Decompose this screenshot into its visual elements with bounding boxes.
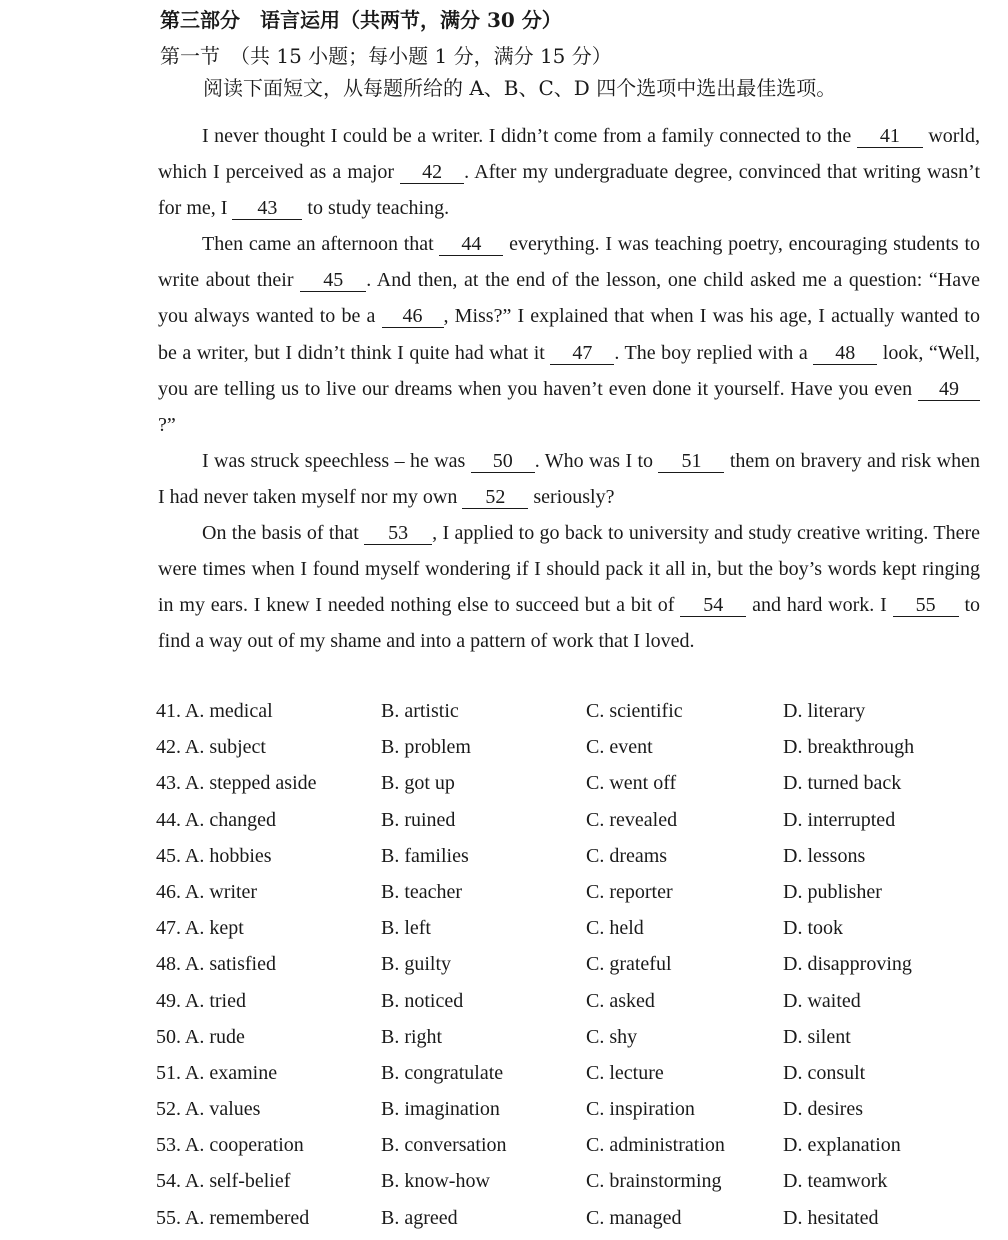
option-row-44 xyxy=(156,805,976,841)
option-b: B. know-how xyxy=(381,1170,490,1193)
option-row-47 xyxy=(156,913,976,949)
option-b: B. agreed xyxy=(381,1206,458,1229)
option-a: 41. A. medical xyxy=(156,700,273,722)
option-row-49 xyxy=(156,986,976,1022)
option-c: C. asked xyxy=(586,989,655,1012)
text-run: . And then, at the end of the lesson, one child asked me a question: “Have you always wanted to be a xyxy=(158,269,980,328)
cloze-passage xyxy=(158,118,980,659)
option-b: B. teacher xyxy=(381,880,463,903)
blank-48: 48 xyxy=(813,342,877,365)
text-run: them on bravery and risk when I had never taken myself nor my own xyxy=(158,449,980,508)
option-row-50 xyxy=(156,1022,976,1058)
option-row-48 xyxy=(156,949,976,985)
option-b: B. right xyxy=(381,1025,443,1048)
option-d: D. publisher xyxy=(783,880,882,903)
option-a: 51. A. examine xyxy=(156,1061,278,1084)
option-a: 55. A. remembered xyxy=(156,1206,310,1229)
option-d: D. desires xyxy=(783,1098,863,1121)
option-c: C. event xyxy=(586,736,653,759)
text-run: to study teaching. xyxy=(302,197,450,220)
text-run: seriously? xyxy=(528,485,615,508)
option-a: 52. A. values xyxy=(156,1098,261,1121)
blank-54: 54 xyxy=(680,594,746,617)
section-heading: 第一节 （共 15 小题；每小题 1 分，满分 15 分） xyxy=(160,44,612,68)
text-run: look, “Well, you are telling us to live our dreams when you haven’t even done it yourself. Have you even xyxy=(158,341,980,400)
option-row-41 xyxy=(156,696,976,732)
option-row-46 xyxy=(156,877,976,913)
option-d: D. turned back xyxy=(783,772,902,795)
option-b: B. imagination xyxy=(381,1098,500,1121)
option-row-55 xyxy=(156,1203,976,1239)
option-c: C. reporter xyxy=(586,880,673,903)
passage-paragraph-1 xyxy=(158,118,980,226)
option-c: C. administration xyxy=(586,1134,725,1157)
option-c: C. inspiration xyxy=(586,1098,695,1121)
option-a: 47. A. kept xyxy=(156,917,244,940)
option-c: C. managed xyxy=(586,1206,682,1229)
option-d: D. interrupted xyxy=(783,808,896,831)
option-row-43 xyxy=(156,768,976,804)
blank-50: 50 xyxy=(471,450,535,473)
option-b: B. artistic xyxy=(381,700,459,722)
option-d: D. hesitated xyxy=(783,1206,879,1229)
option-d: D. took xyxy=(783,917,843,940)
option-d: D. silent xyxy=(783,1025,851,1048)
option-b: B. got up xyxy=(381,772,455,795)
blank-44: 44 xyxy=(439,233,503,256)
option-c: C. brainstorming xyxy=(586,1170,722,1193)
option-c: C. held xyxy=(586,917,644,940)
text-run: everything. I was teaching poetry, encouraging students to write about their xyxy=(158,233,980,292)
option-a: 45. A. hobbies xyxy=(156,844,272,867)
text-run: to find a way out of my shame and into a pattern of work that I loved. xyxy=(158,594,980,653)
option-a: 42. A. subject xyxy=(156,736,266,759)
text-run: I never thought I could be a writer. I didn’t come from a family connected to the xyxy=(202,125,857,147)
blank-42: 42 xyxy=(400,161,464,184)
blank-52: 52 xyxy=(462,486,528,509)
option-b: B. ruined xyxy=(381,808,456,831)
option-c: C. revealed xyxy=(586,808,678,831)
option-row-54 xyxy=(156,1166,976,1202)
option-d: D. consult xyxy=(783,1061,866,1084)
option-b: B. left xyxy=(381,917,431,940)
option-row-51 xyxy=(156,1058,976,1094)
text-run: , Miss?” I explained that when I was his age, I actually wanted to be a writer, but I didn’t think I quite had what it xyxy=(158,305,980,364)
option-c: C. lecture xyxy=(586,1061,664,1084)
blank-43: 43 xyxy=(232,197,302,220)
option-a: 43. A. stepped aside xyxy=(156,772,317,795)
option-d: D. lessons xyxy=(783,844,866,867)
text-run: and hard work. I xyxy=(746,594,893,617)
option-d: D. waited xyxy=(783,989,861,1012)
text-run: , I applied to go back to university and study creative writing. There were times when I found myself wondering if I should pack it all in, but the boy’s words kept ringing in my ears. I knew I needed nothing else to succeed but a bit of xyxy=(158,522,980,617)
option-a: 53. A. cooperation xyxy=(156,1134,304,1157)
instruction-text: 阅读下面短文，从每题所给的 A、B、C、D 四个选项中选出最佳选项。 xyxy=(203,76,837,100)
option-b: B. conversation xyxy=(381,1134,507,1157)
option-a: 44. A. changed xyxy=(156,808,276,831)
passage-paragraph-2 xyxy=(158,226,980,443)
text-run: . Who was I to xyxy=(534,449,659,472)
option-row-45 xyxy=(156,841,976,877)
passage-paragraph-4 xyxy=(158,515,980,659)
option-row-53 xyxy=(156,1130,976,1166)
blank-46: 46 xyxy=(382,305,444,328)
text-run: I was struck speechless – he was xyxy=(202,449,471,472)
option-c: C. went off xyxy=(586,772,677,795)
option-c: C. scientific xyxy=(586,700,683,722)
blank-41: 41 xyxy=(857,125,923,148)
option-a: 49. A. tried xyxy=(156,989,246,1012)
option-b: B. problem xyxy=(381,736,471,759)
option-b: B. congratulate xyxy=(381,1061,504,1084)
option-c: C. grateful xyxy=(586,953,672,976)
option-a: 50. A. rude xyxy=(156,1025,245,1048)
option-d: D. disapproving xyxy=(783,953,912,976)
option-c: C. shy xyxy=(586,1025,638,1048)
option-a: 54. A. self-belief xyxy=(156,1170,291,1193)
option-row-42 xyxy=(156,732,976,768)
text-run: ?” xyxy=(158,413,176,436)
option-b: B. noticed xyxy=(381,989,464,1012)
option-b: B. families xyxy=(381,844,469,867)
part-heading: 第三部分 语言运用（共两节，满分 30 分） xyxy=(160,8,562,32)
option-a: 48. A. satisfied xyxy=(156,953,276,976)
option-c: C. dreams xyxy=(586,844,668,867)
text-run: Then came an afternoon that xyxy=(202,233,440,256)
blank-45: 45 xyxy=(300,269,366,292)
option-d: D. teamwork xyxy=(783,1170,888,1193)
blank-49: 49 xyxy=(918,378,980,401)
option-d: D. explanation xyxy=(783,1134,901,1157)
blank-53: 53 xyxy=(364,522,432,545)
blank-55: 55 xyxy=(893,594,959,617)
blank-47: 47 xyxy=(550,342,614,365)
option-b: B. guilty xyxy=(381,953,452,976)
options-list xyxy=(156,696,976,1239)
option-row-52 xyxy=(156,1094,976,1130)
passage-paragraph-3 xyxy=(158,443,980,515)
option-a: 46. A. writer xyxy=(156,880,258,903)
blank-51: 51 xyxy=(658,450,724,473)
text-run: . The boy replied with a xyxy=(614,341,814,364)
text-run: On the basis of that xyxy=(202,522,365,545)
text-run: . After my undergraduate degree, convinced that writing wasn’t for me, I xyxy=(158,161,981,220)
text-run: world, which I perceived as a major xyxy=(158,125,980,184)
option-d: D. breakthrough xyxy=(783,736,915,759)
option-d: D. literary xyxy=(783,700,866,722)
